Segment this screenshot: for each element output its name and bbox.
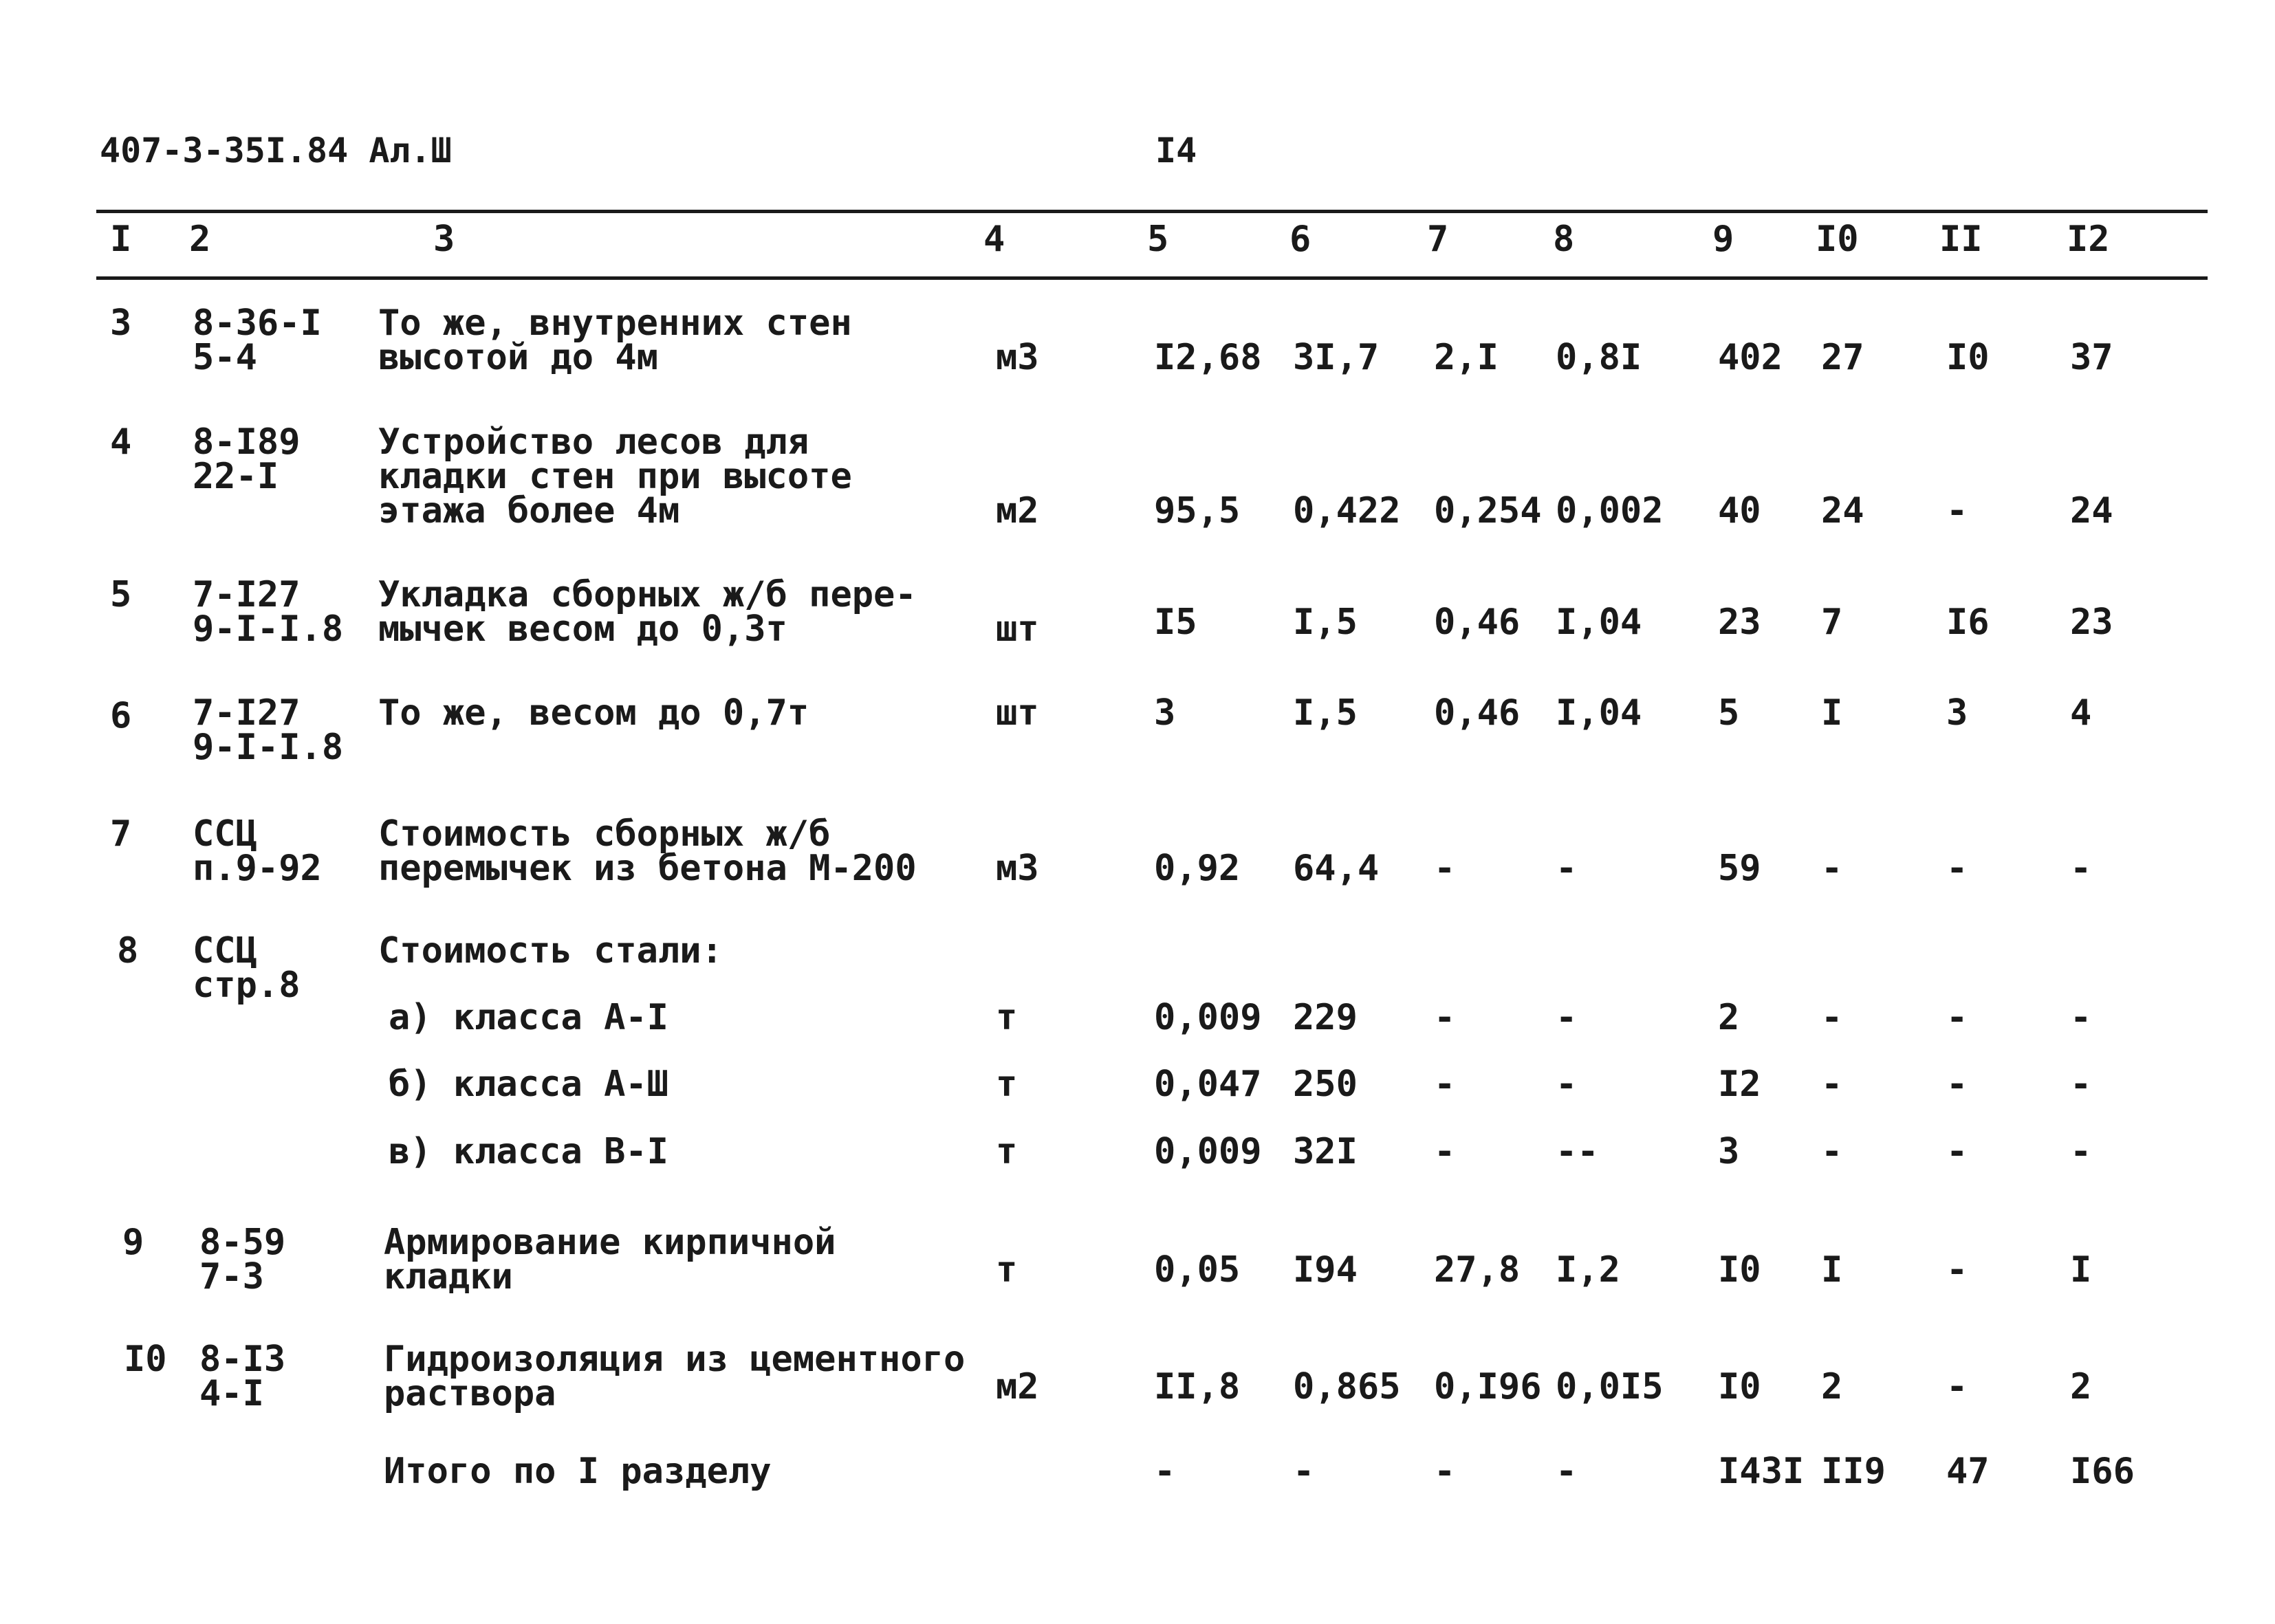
value-cell: 23 — [1718, 602, 1761, 643]
column-number: 6 — [1289, 219, 1311, 260]
value-cell: 95,5 — [1154, 490, 1241, 531]
column-number: I2 — [2067, 219, 2110, 260]
value-cell: - — [2070, 848, 2092, 889]
work-description-line: мычек весом до 0,3т — [378, 608, 787, 650]
value-cell: 7 — [1821, 602, 1843, 643]
value-cell: I,5 — [1293, 692, 1358, 734]
value-cell: 0,46 — [1434, 692, 1521, 734]
value-cell: 4 — [2070, 692, 2092, 734]
work-description-line: кладки — [384, 1256, 513, 1297]
row-number: I0 — [124, 1339, 167, 1380]
work-description-line: в) класса В-I — [389, 1131, 668, 1172]
total-label: Итого по I разделу — [384, 1451, 772, 1492]
value-cell: I,2 — [1556, 1249, 1620, 1291]
value-cell: - — [1946, 490, 1968, 531]
norm-code-line: 8-36-I — [193, 303, 322, 344]
norm-code-line: 9-I-I.8 — [193, 727, 344, 768]
value-cell: 0,05 — [1154, 1249, 1241, 1291]
value-cell: - — [1946, 848, 1968, 889]
value-cell: 24 — [1821, 490, 1864, 531]
row-number: 3 — [110, 303, 132, 344]
column-number: I — [110, 219, 132, 260]
value-cell: 0,0I5 — [1556, 1366, 1664, 1407]
column-number: 5 — [1147, 219, 1169, 260]
row-number: 9 — [122, 1222, 144, 1263]
norm-code-line: 9-I-I.8 — [193, 608, 344, 650]
value-cell: 32I — [1293, 1131, 1358, 1172]
value-cell: - — [1946, 1366, 1968, 1407]
value-cell: - — [1946, 1064, 1968, 1105]
value-cell: I2 — [1718, 1064, 1761, 1105]
value-cell: -- — [1556, 1131, 1599, 1172]
work-description-line: То же, весом до 0,7т — [378, 692, 809, 734]
value-cell: 0,002 — [1556, 490, 1664, 531]
norm-code-line: п.9-92 — [193, 848, 322, 889]
table-header-rule — [96, 276, 2208, 280]
work-description-line: Гидроизоляция из цементного — [384, 1339, 966, 1380]
value-cell: 3 — [1154, 692, 1176, 734]
norm-code-line: 7-I27 — [193, 574, 301, 615]
value-cell: - — [1946, 997, 1968, 1038]
value-cell: I2,68 — [1154, 337, 1262, 378]
value-cell: 250 — [1293, 1064, 1358, 1105]
value-cell: - — [1556, 1451, 1578, 1492]
work-description-line: высотой до 4м — [378, 337, 658, 378]
value-cell: - — [1434, 997, 1456, 1038]
value-cell: II9 — [1821, 1451, 1886, 1492]
value-cell: I — [1821, 692, 1843, 734]
work-description-line: Устройство лесов для — [378, 421, 809, 463]
value-cell: - — [1434, 1451, 1456, 1492]
value-cell: - — [1821, 1131, 1843, 1172]
row-number: 6 — [110, 695, 132, 736]
value-cell: I,04 — [1556, 602, 1642, 643]
value-cell: - — [1293, 1451, 1315, 1492]
norm-code-line: 22-I — [193, 456, 279, 497]
value-cell: I94 — [1293, 1249, 1358, 1291]
value-cell: 0,I96 — [1434, 1366, 1542, 1407]
column-number: 9 — [1712, 219, 1734, 260]
value-cell: - — [1556, 848, 1578, 889]
norm-code-line: 8-I3 — [199, 1339, 286, 1380]
norm-code-line: 7-3 — [199, 1256, 264, 1297]
value-cell: I0 — [1718, 1366, 1761, 1407]
value-cell: 37 — [2070, 337, 2113, 378]
value-cell: 0,92 — [1154, 848, 1241, 889]
column-number-header — [0, 219, 2275, 267]
norm-code-line: 5-4 — [193, 337, 257, 378]
value-cell: 229 — [1293, 997, 1358, 1038]
column-number: I0 — [1816, 219, 1859, 260]
norm-code-line: 4-I — [199, 1373, 264, 1414]
value-cell: 0,8I — [1556, 337, 1642, 378]
unit-cell: т — [996, 1064, 1018, 1105]
value-cell: - — [1434, 1131, 1456, 1172]
work-description-line: Стоимость сборных ж/б — [378, 813, 831, 855]
value-cell: 64,4 — [1293, 848, 1380, 889]
column-number: 3 — [433, 219, 455, 260]
column-number: 7 — [1427, 219, 1449, 260]
work-description-line: а) класса А-I — [389, 997, 668, 1038]
value-cell: 0,009 — [1154, 997, 1262, 1038]
value-cell: I66 — [2070, 1451, 2135, 1492]
unit-cell: т — [996, 1131, 1018, 1172]
unit-cell: шт — [996, 608, 1039, 650]
value-cell: - — [1154, 1451, 1176, 1492]
page-number: I4 — [1155, 131, 1197, 171]
row-number: 4 — [110, 421, 132, 463]
row-number: 8 — [117, 930, 139, 972]
value-cell: I — [1821, 1249, 1843, 1291]
work-description-line: Армирование кирпичной — [384, 1222, 836, 1263]
work-description-line: раствора — [384, 1373, 556, 1414]
norm-code-line: 8-I89 — [193, 421, 301, 463]
unit-cell: м2 — [996, 490, 1039, 531]
value-cell: 27,8 — [1434, 1249, 1521, 1291]
value-cell: - — [1556, 1064, 1578, 1105]
value-cell: 47 — [1946, 1451, 1990, 1492]
value-cell: - — [1946, 1249, 1968, 1291]
value-cell: I0 — [1718, 1249, 1761, 1291]
unit-cell: м3 — [996, 848, 1039, 889]
value-cell: - — [1434, 848, 1456, 889]
work-description-line: кладки стен при высоте — [378, 456, 852, 497]
value-cell: 2,I — [1434, 337, 1499, 378]
value-cell: 402 — [1718, 337, 1783, 378]
value-cell: 59 — [1718, 848, 1761, 889]
value-cell: II,8 — [1154, 1366, 1241, 1407]
value-cell: I0 — [1946, 337, 1990, 378]
unit-cell: м2 — [996, 1366, 1039, 1407]
norm-code-line: 8-59 — [199, 1222, 286, 1263]
value-cell: I6 — [1946, 602, 1990, 643]
value-cell: 0,865 — [1293, 1366, 1401, 1407]
value-cell: I5 — [1154, 602, 1197, 643]
value-cell: - — [2070, 997, 2092, 1038]
work-description-line: этажа более 4м — [378, 490, 680, 531]
column-number: II — [1939, 219, 1983, 260]
unit-cell: т — [996, 997, 1018, 1038]
document-code: 407-3-35I.84 Ал.Ш — [100, 131, 452, 171]
norm-code-line: ССЦ — [193, 930, 257, 972]
row-number: 7 — [110, 813, 132, 855]
value-cell: 2 — [1821, 1366, 1843, 1407]
work-description-line: перемычек из бетона М-200 — [378, 848, 917, 889]
unit-cell: т — [996, 1249, 1018, 1291]
value-cell: 40 — [1718, 490, 1761, 531]
value-cell: - — [1556, 997, 1578, 1038]
value-cell: 0,254 — [1434, 490, 1542, 531]
table-top-rule — [96, 210, 2208, 213]
value-cell: - — [1821, 848, 1843, 889]
row-number: 5 — [110, 574, 132, 615]
work-description-line: б) класса А-Ш — [389, 1064, 668, 1105]
value-cell: 27 — [1821, 337, 1864, 378]
value-cell: 3 — [1718, 1131, 1740, 1172]
value-cell: I,04 — [1556, 692, 1642, 734]
value-cell: - — [2070, 1064, 2092, 1105]
value-cell: 2 — [1718, 997, 1740, 1038]
value-cell: 5 — [1718, 692, 1740, 734]
column-number: 2 — [189, 219, 211, 260]
value-cell: 3 — [1946, 692, 1968, 734]
value-cell: - — [1821, 997, 1843, 1038]
value-cell: - — [1821, 1064, 1843, 1105]
unit-cell: м3 — [996, 337, 1039, 378]
value-cell: 24 — [2070, 490, 2113, 531]
value-cell: 0,047 — [1154, 1064, 1262, 1105]
value-cell: - — [2070, 1131, 2092, 1172]
value-cell: 0,009 — [1154, 1131, 1262, 1172]
norm-code-line: стр.8 — [193, 965, 301, 1006]
column-number: 8 — [1553, 219, 1575, 260]
value-cell: 3I,7 — [1293, 337, 1380, 378]
value-cell: I,5 — [1293, 602, 1358, 643]
work-description-line: Укладка сборных ж/б пере- — [378, 574, 917, 615]
norm-code-line: ССЦ — [193, 813, 257, 855]
value-cell: 23 — [2070, 602, 2113, 643]
unit-cell: шт — [996, 692, 1039, 734]
value-cell: I43I — [1718, 1451, 1805, 1492]
value-cell: - — [1434, 1064, 1456, 1105]
value-cell: 0,422 — [1293, 490, 1401, 531]
value-cell: 0,46 — [1434, 602, 1521, 643]
work-description-line: Стоимость стали: — [378, 930, 723, 972]
column-number: 4 — [983, 219, 1005, 260]
value-cell: - — [1946, 1131, 1968, 1172]
value-cell: I — [2070, 1249, 2092, 1291]
value-cell: 2 — [2070, 1366, 2092, 1407]
norm-code-line: 7-I27 — [193, 692, 301, 734]
work-description-line: То же, внутренних стен — [378, 303, 852, 344]
